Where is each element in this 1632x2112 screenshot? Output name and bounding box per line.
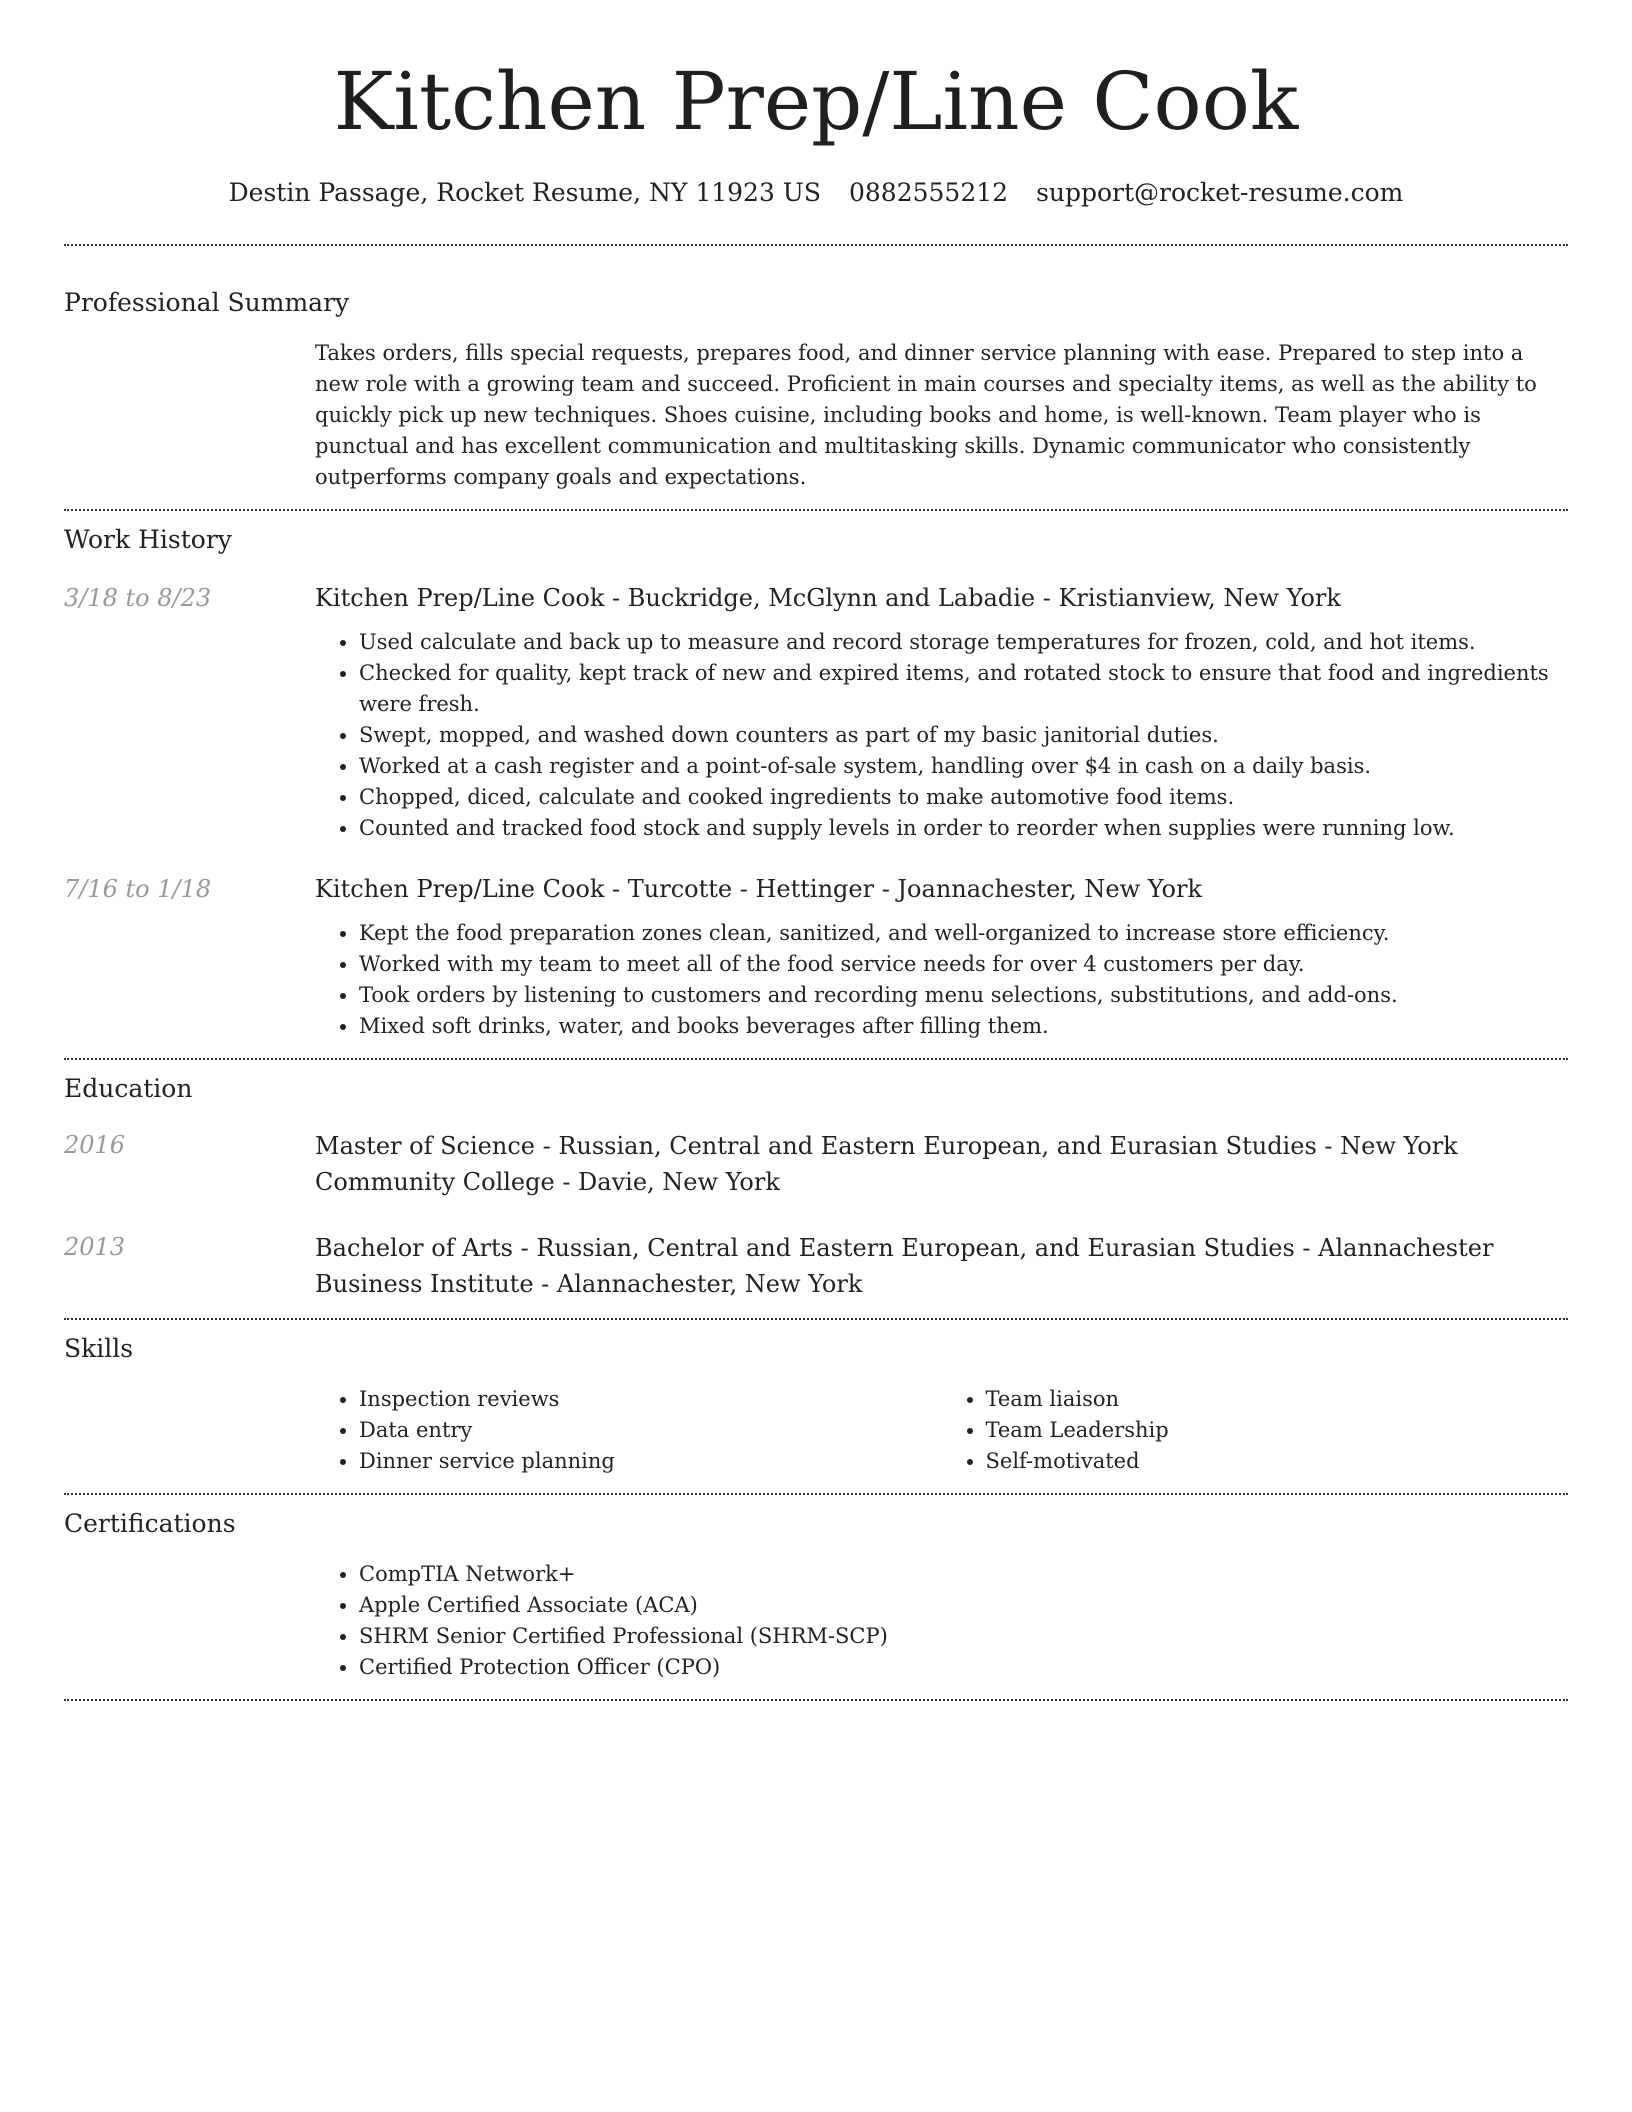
contact-phone: 0882555212 bbox=[849, 178, 1009, 207]
job-duty: • Mixed soft drinks, water, and books beverages after filling them. bbox=[359, 1011, 1568, 1042]
certifications-heading: Certifications bbox=[64, 1509, 236, 1538]
job-duty: • Worked at a cash register and a point-of-sale system, handling over $4 in cash on a daily basis. bbox=[359, 751, 1568, 782]
certification-item: • CompTIA Network+ bbox=[359, 1559, 1568, 1590]
contact-line bbox=[64, 176, 1568, 210]
skills-list-left bbox=[315, 1384, 942, 1477]
job-duties-list bbox=[315, 918, 1568, 1042]
section-divider bbox=[64, 509, 1568, 511]
job-duty: • Swept, mopped, and washed down counters as part of my basic janitorial duties. bbox=[359, 720, 1568, 751]
summary-row bbox=[64, 338, 1568, 493]
job-duties-list bbox=[315, 627, 1568, 844]
skill-item: • Dinner service planning bbox=[359, 1446, 942, 1477]
work-history-heading: Work History bbox=[64, 525, 232, 554]
job-dates: 7/16 to 1/18 bbox=[64, 875, 212, 903]
section-divider bbox=[64, 1318, 1568, 1320]
education-heading: Education bbox=[64, 1074, 193, 1103]
section-divider bbox=[64, 1058, 1568, 1060]
education-entry bbox=[64, 1128, 1568, 1200]
skill-item: • Team liaison bbox=[986, 1384, 1569, 1415]
skills-grid bbox=[315, 1384, 1568, 1477]
education-details: Master of Science - Russian, Central and Eastern European, and Eurasian Studies - New York Community College - Davie, New York bbox=[315, 1132, 1458, 1196]
skill-item: • Self-motivated bbox=[986, 1446, 1569, 1477]
certification-item: • Certified Protection Officer (CPO) bbox=[359, 1652, 1568, 1683]
job-title: Kitchen Prep/Line Cook - Turcotte - Hettinger - Joannachester, New York bbox=[315, 875, 1202, 903]
skill-item: • Inspection reviews bbox=[359, 1384, 942, 1415]
skills-list-right bbox=[942, 1384, 1569, 1477]
job-duty: • Worked with my team to meet all of the food service needs for over 4 customers per day. bbox=[359, 949, 1568, 980]
job-duty: • Took orders by listening to customers and recording menu selections, substitutions, and add-ons. bbox=[359, 980, 1568, 1011]
education-year: 2013 bbox=[64, 1233, 126, 1261]
education-year: 2016 bbox=[64, 1131, 126, 1159]
section-divider bbox=[64, 1493, 1568, 1495]
section-divider bbox=[64, 1699, 1568, 1701]
job-duty: • Kept the food preparation zones clean, sanitized, and well-organized to increase store efficiency. bbox=[359, 918, 1568, 949]
job-duty: • Counted and tracked food stock and supply levels in order to reorder when supplies were running low. bbox=[359, 813, 1568, 844]
education-entry bbox=[64, 1230, 1568, 1302]
certification-item: • Apple Certified Associate (ACA) bbox=[359, 1590, 1568, 1621]
resume-page bbox=[64, 0, 1568, 1701]
education-details: Bachelor of Arts - Russian, Central and Eastern European, and Eurasian Studies - Alannachester Business Institute - Alannachester, New York bbox=[315, 1234, 1494, 1298]
certifications-list bbox=[315, 1559, 1568, 1683]
job-dates: 3/18 to 8/23 bbox=[64, 584, 212, 612]
skills-row bbox=[64, 1384, 1568, 1477]
section-divider bbox=[64, 244, 1568, 246]
job-entry bbox=[64, 581, 1568, 844]
summary-text: Takes orders, fills special requests, prepares food, and dinner service planning with ease. Prepared to step into a new role with a growing team and succeed. Proficient in main courses and specialty items, as well as the ability to quickly pick up new techniques. Shoes cuisine, including books and home, is well-known. Team player who is punctual and has excellent communication and multitasking skills. Dynamic communicator who consistently outperforms company goals and expectations. bbox=[315, 341, 1537, 489]
job-duty: • Chopped, diced, calculate and cooked ingredients to make automotive food items. bbox=[359, 782, 1568, 813]
skill-item: • Team Leadership bbox=[986, 1415, 1569, 1446]
certifications-row bbox=[64, 1559, 1568, 1683]
summary-heading: Professional Summary bbox=[64, 288, 350, 317]
job-entry bbox=[64, 872, 1568, 1042]
job-title: Kitchen Prep/Line Cook - Buckridge, McGlynn and Labadie - Kristianview, New York bbox=[315, 584, 1341, 612]
job-duty: • Checked for quality, kept track of new and expired items, and rotated stock to ensure that food and ingredients were fresh. bbox=[359, 658, 1568, 720]
job-duty: • Used calculate and back up to measure and record storage temperatures for frozen, cold, and hot items. bbox=[359, 627, 1568, 658]
certification-item: • SHRM Senior Certified Professional (SHRM-SCP) bbox=[359, 1621, 1568, 1652]
contact-address: Destin Passage, Rocket Resume, NY 11923 US bbox=[228, 178, 821, 207]
contact-email: support@rocket-resume.com bbox=[1036, 178, 1404, 207]
skills-heading: Skills bbox=[64, 1334, 134, 1363]
candidate-name: Kitchen Prep/Line Cook bbox=[333, 55, 1299, 148]
skill-item: • Data entry bbox=[359, 1415, 942, 1446]
